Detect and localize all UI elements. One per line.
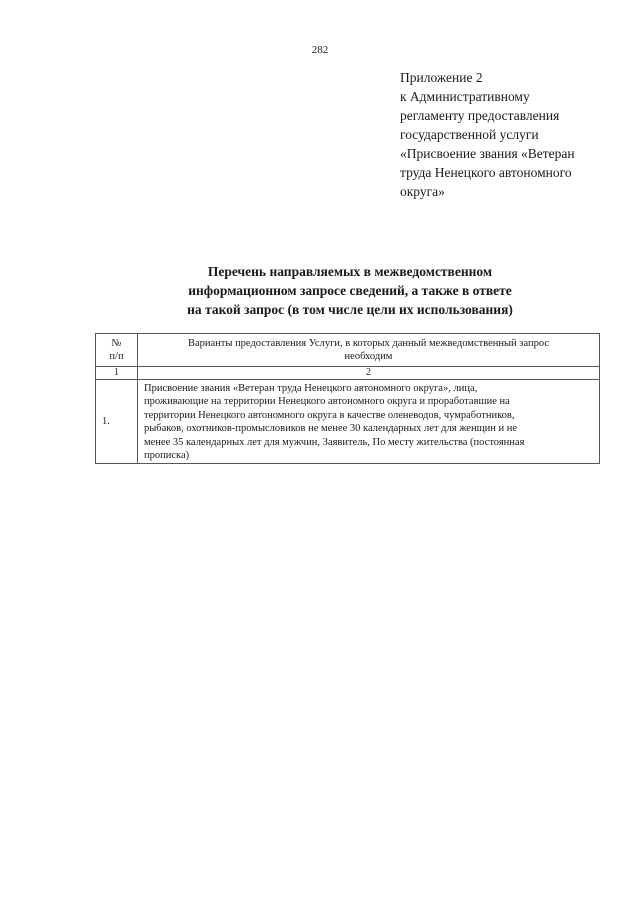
page-number: 282 (311, 44, 329, 56)
header-cell-number (96, 334, 138, 367)
appendix-line: округа» (400, 184, 445, 199)
appendix-line: к Административному (400, 89, 530, 104)
row-number-cell: 1. (96, 380, 138, 464)
index-cell: 1 (96, 367, 138, 380)
header-text: п/п (109, 351, 124, 362)
appendix-line: государственной услуги (400, 127, 539, 142)
table-header-row (96, 334, 600, 367)
row-text-cell (138, 380, 600, 464)
row-text-line: менее 35 календарных лет для мужчин, Заявитель, По месту жительства (постоянная (144, 436, 525, 448)
row-text-line: Присвоение звания «Ветеран труда Ненецкого автономного округа», лица, (144, 383, 478, 394)
title-line: информационном запросе сведений, а также в ответе (188, 283, 512, 298)
row-text-line: проживающие на территории Ненецкого автономного округа и проработавшие на (144, 396, 510, 408)
index-cell: 2 (138, 367, 600, 380)
title-line: на такой запрос (в том числе цели их использования) (187, 302, 513, 317)
appendix-line: труда Ненецкого автономного (400, 165, 572, 180)
appendix-caption (400, 68, 620, 201)
title-line: Перечень направляемых в межведомственном (207, 264, 493, 279)
table-index-row (96, 367, 600, 380)
header-text: Варианты предоставления Услуги, в которых данный межведомственный запрос (187, 338, 550, 349)
appendix-line: регламенту предоставления (400, 108, 560, 123)
header-text: № (111, 338, 122, 349)
table-row (96, 380, 600, 464)
header-cell-variants (138, 334, 600, 367)
header-text: необходим (344, 351, 393, 362)
row-text-line: территории Ненецкого автономного округа в качестве оленеводов, чумработников, (144, 409, 515, 421)
appendix-line: Приложение 2 (400, 70, 483, 85)
row-text-line: прописка) (144, 450, 190, 462)
document-title (0, 262, 640, 319)
appendix-line: «Присвоение звания «Ветеран (400, 146, 575, 161)
request-table (95, 333, 600, 464)
row-text-line: рыбаков, охотников-промысловиков не менее 30 календарных лет для женщин и не (144, 423, 518, 435)
